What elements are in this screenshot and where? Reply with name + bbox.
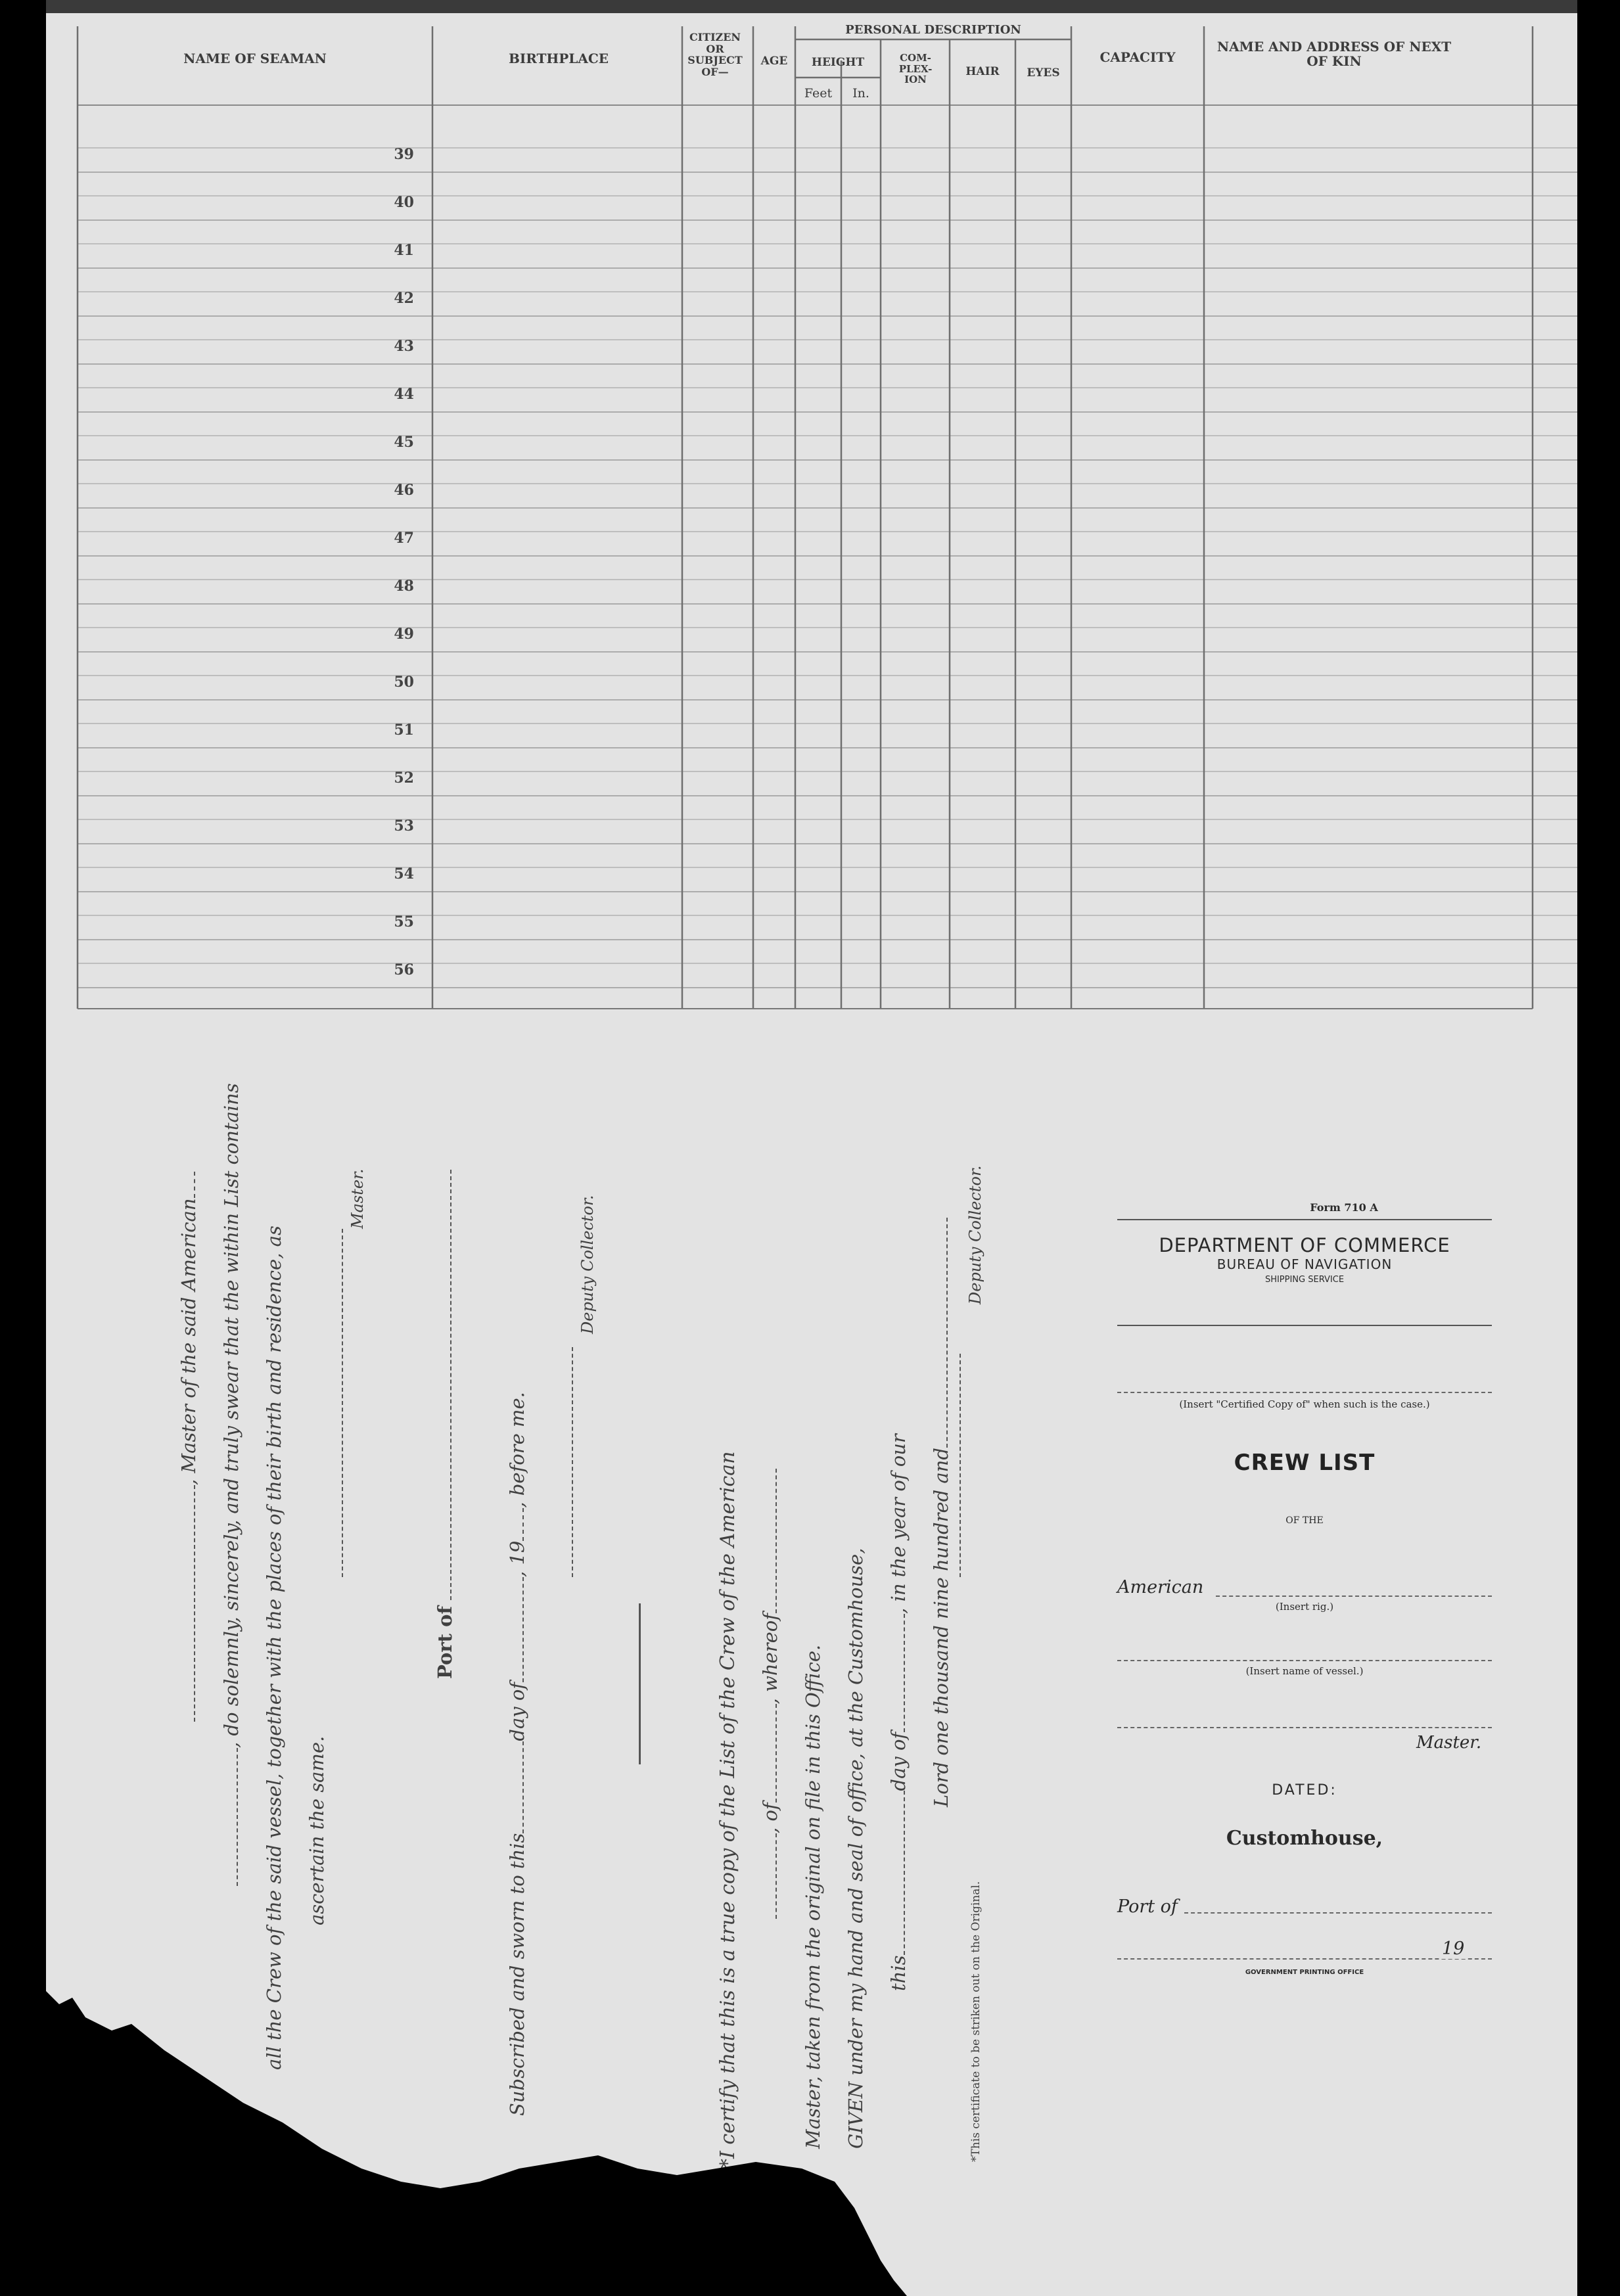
oath-line-3: all the Crew of the said vessel, together with the places of their birth and residence, as [263,1226,285,2070]
row-number: 52 [394,769,414,787]
form-number: Form 710 A [1310,1201,1378,1214]
header-complexion: COM- PLEX- ION [898,52,933,85]
customhouse-label: Customhouse, [1226,1827,1383,1850]
row-number: 47 [394,530,414,547]
header-eyes: EYES [1027,66,1060,80]
year-label: 19 [1439,1939,1467,1959]
oath-master-label: Master. [348,1168,367,1229]
dated-label: DATED: [1272,1782,1337,1799]
oath-port-of: Port of [434,1606,456,1679]
row-number: 42 [394,290,414,307]
row-number: 49 [394,626,414,643]
header-hair: HAIR [965,65,1000,78]
insert-rig: (Insert rig.) [1275,1601,1334,1613]
row-number: 54 [394,865,414,883]
port-of-label: Port of [1117,1896,1178,1917]
certificate-line-1: *I certify that this is a true copy of the List of the Crew of the American [716,1451,739,2169]
oath-deputy-collector: Deputy Collector. [578,1195,597,1334]
certified-note: (Insert "Certified Copy of" when such is the case.) [1179,1398,1430,1410]
header-feet: Feet [804,86,833,101]
row-number: 43 [394,338,414,355]
master-label: Master. [1416,1733,1482,1753]
bureau-name: BUREAU OF NAVIGATION [1216,1256,1393,1272]
printer-label: GOVERNMENT PRINTING OFFICE [1245,1969,1364,1976]
header-name-of-seaman: NAME OF SEAMAN [183,51,327,66]
certificate-line-3: Master, taken from the original on file in this Office. [802,1644,824,2149]
header-capacity: CAPACITY [1099,49,1176,65]
oath-line-2: , do solemnly, sincerely, and truly swear that the within List contains [220,1083,243,1886]
row-number: 40 [394,194,414,211]
row-number: 44 [394,386,414,403]
service-name: SHIPPING SERVICE [1264,1275,1345,1285]
header-inches: In. [852,86,869,101]
row-number: 46 [394,482,414,499]
certificate-line-6: Lord one thousand nine hundred and [930,1218,952,1807]
oath-line-4: ascertain the same. [306,1735,328,1925]
certificate-footnote: *This certificate to be striken out on the Original. [969,1881,983,2162]
row-number: 41 [394,242,414,259]
row-number: 53 [394,817,414,835]
certificate-line-5: thisday of, in the year of our [887,1434,910,1991]
row-number: 50 [394,674,414,691]
certificate-deputy-collector: Deputy Collector. [966,1165,984,1304]
certificate-line-2: , of, whereof [759,1469,781,1919]
header-personal-description: PERSONAL DESCRIPTION [845,23,1021,37]
department-name: DEPARTMENT OF COMMERCE [1159,1234,1450,1256]
header-age: AGE [760,55,788,68]
row-number: 45 [394,434,414,451]
crew-list-title: CREW LIST [1234,1450,1376,1476]
row-number: 51 [394,722,414,739]
certificate-line-4: GIVEN under my hand and seal of office, at the Customhouse, [845,1548,867,2149]
header-citizen: CITIZEN OR SUBJECT OF— [687,31,743,78]
oath-line-1: , Master of the said American [177,1172,200,1722]
of-the: OF THE [1285,1515,1324,1526]
row-number: 39 [394,146,414,163]
document-page [46,0,1577,2296]
header-next-of-kin: NAME AND ADDRESS OF NEXT OF KIN [1216,39,1452,69]
row-number: 48 [394,578,414,595]
header-height: HEIGHT [811,56,865,69]
american-label: American [1117,1577,1204,1597]
row-number: 55 [394,913,414,930]
torn-corner [46,0,1577,2296]
oath-subscribed: Subscribed and sworn to thisday of, 19, before me. [506,1392,528,2116]
header-birthplace: BIRTHPLACE [508,51,609,66]
insert-name: (Insert name of vessel.) [1245,1665,1364,1677]
row-number: 56 [394,961,414,978]
